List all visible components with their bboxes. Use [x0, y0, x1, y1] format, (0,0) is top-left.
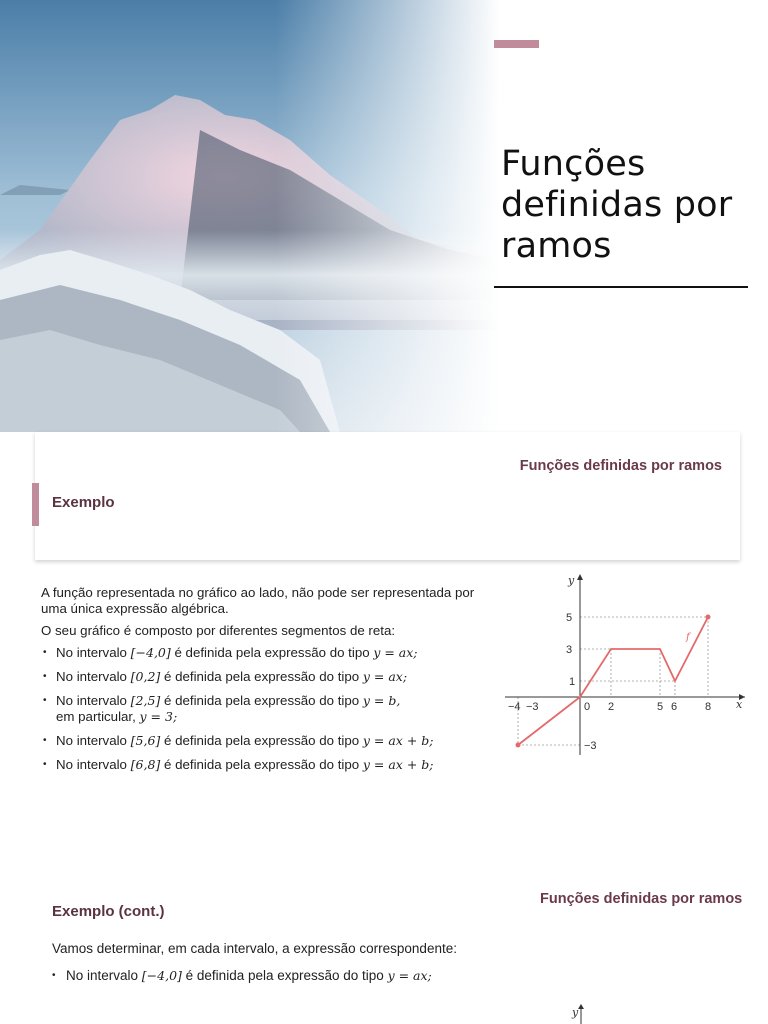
item-expression: y = ax + b; — [362, 733, 434, 748]
y-tick-label: 5 — [566, 612, 573, 624]
composed-text: O seu gráfico é composto por diferentes segmentos de reta: — [41, 623, 396, 638]
item-middle: é definida pela expressão do tipo — [160, 733, 363, 748]
y-axis-label: y — [568, 574, 575, 587]
intro-text: Vamos determinar, em cada intervalo, a expressão correspondente: — [52, 941, 457, 956]
item-expression: y = ax; — [387, 968, 432, 983]
y-tick-label: −3 — [584, 740, 597, 752]
item-middle: é definida pela expressão do tipo — [160, 693, 363, 708]
function-label: f — [686, 632, 690, 643]
x-tick-label: 2 — [608, 701, 615, 713]
section-tag: Funções definidas por ramos — [540, 891, 743, 907]
item-expression: y = ax; — [373, 645, 418, 660]
x-tick-label: −4 — [508, 701, 521, 713]
list-item — [41, 693, 491, 725]
list-item — [41, 757, 491, 773]
list-item — [41, 733, 491, 749]
hero-image-frosty-forest — [0, 0, 500, 432]
title-underline — [494, 286, 748, 288]
x-tick-label: 6 — [671, 701, 678, 713]
item-interval: [−4,0] — [141, 968, 182, 983]
list-item — [41, 645, 491, 661]
example-body — [41, 585, 491, 781]
y-tick-label: 1 — [569, 676, 576, 688]
item-prefix: No intervalo — [56, 669, 131, 684]
example-title: Exemplo (cont.) — [52, 903, 165, 920]
title-slide — [0, 0, 768, 432]
list-item — [41, 669, 491, 685]
piecewise-function-graph — [500, 570, 760, 770]
start-point — [516, 743, 521, 748]
example-cont-body — [52, 940, 552, 984]
slide-header-card — [35, 432, 740, 560]
x-tick-label: 8 — [705, 701, 712, 713]
item-interval: [0,2] — [130, 669, 161, 684]
item-prefix: No intervalo — [56, 645, 131, 660]
item-interval: [2,5] — [130, 693, 161, 708]
graph-guides — [518, 617, 708, 745]
x-tick-label: 0 — [584, 701, 591, 713]
particular-prefix: em particular, — [56, 709, 140, 724]
item-middle: é definida pela expressão do tipo — [160, 669, 363, 684]
x-tick-label: −3 — [526, 701, 539, 713]
example-slide — [0, 432, 768, 830]
x-axis-label: x — [736, 698, 743, 711]
section-tag: Funções definidas por ramos — [519, 458, 722, 474]
y-tick-label: 3 — [566, 644, 573, 656]
list-item — [52, 967, 552, 984]
item-interval: [6,8] — [130, 757, 161, 772]
item-interval: [−4,0] — [130, 645, 171, 660]
graph-y-axis-stub — [568, 1002, 598, 1024]
item-expression: y = b, — [362, 693, 401, 708]
interval-list — [41, 645, 491, 773]
item-expression: y = ax; — [362, 669, 408, 684]
end-point — [706, 615, 711, 620]
example-cont-slide — [0, 872, 768, 1024]
presentation-title: Funções definidas por ramos — [501, 144, 733, 266]
item-expression: y = ax + b; — [362, 757, 434, 772]
item-prefix: No intervalo — [66, 968, 142, 983]
item-prefix: No intervalo — [56, 693, 131, 708]
example-title: Exemplo — [52, 494, 115, 511]
item-middle: é definida pela expressão do tipo — [160, 757, 363, 772]
item-interval: [5,6] — [130, 733, 161, 748]
item-prefix: No intervalo — [56, 757, 131, 772]
item-middle: é definida pela expressão do tipo — [170, 645, 374, 660]
particular-expression: y = 3; — [139, 709, 178, 724]
interval-list — [52, 967, 552, 984]
y-axis-arrow — [577, 574, 583, 580]
x-tick-label: 5 — [657, 701, 664, 713]
title-accent-bar — [494, 40, 539, 48]
y-axis-label: y — [572, 1006, 579, 1019]
example-accent-bar — [32, 483, 39, 526]
intro-text: A função representada no gráfico ao lado, não pode ser representada por uma única expressão algébrica. — [41, 585, 475, 616]
item-middle: é definida pela expressão do tipo — [181, 968, 388, 983]
item-prefix: No intervalo — [56, 733, 131, 748]
